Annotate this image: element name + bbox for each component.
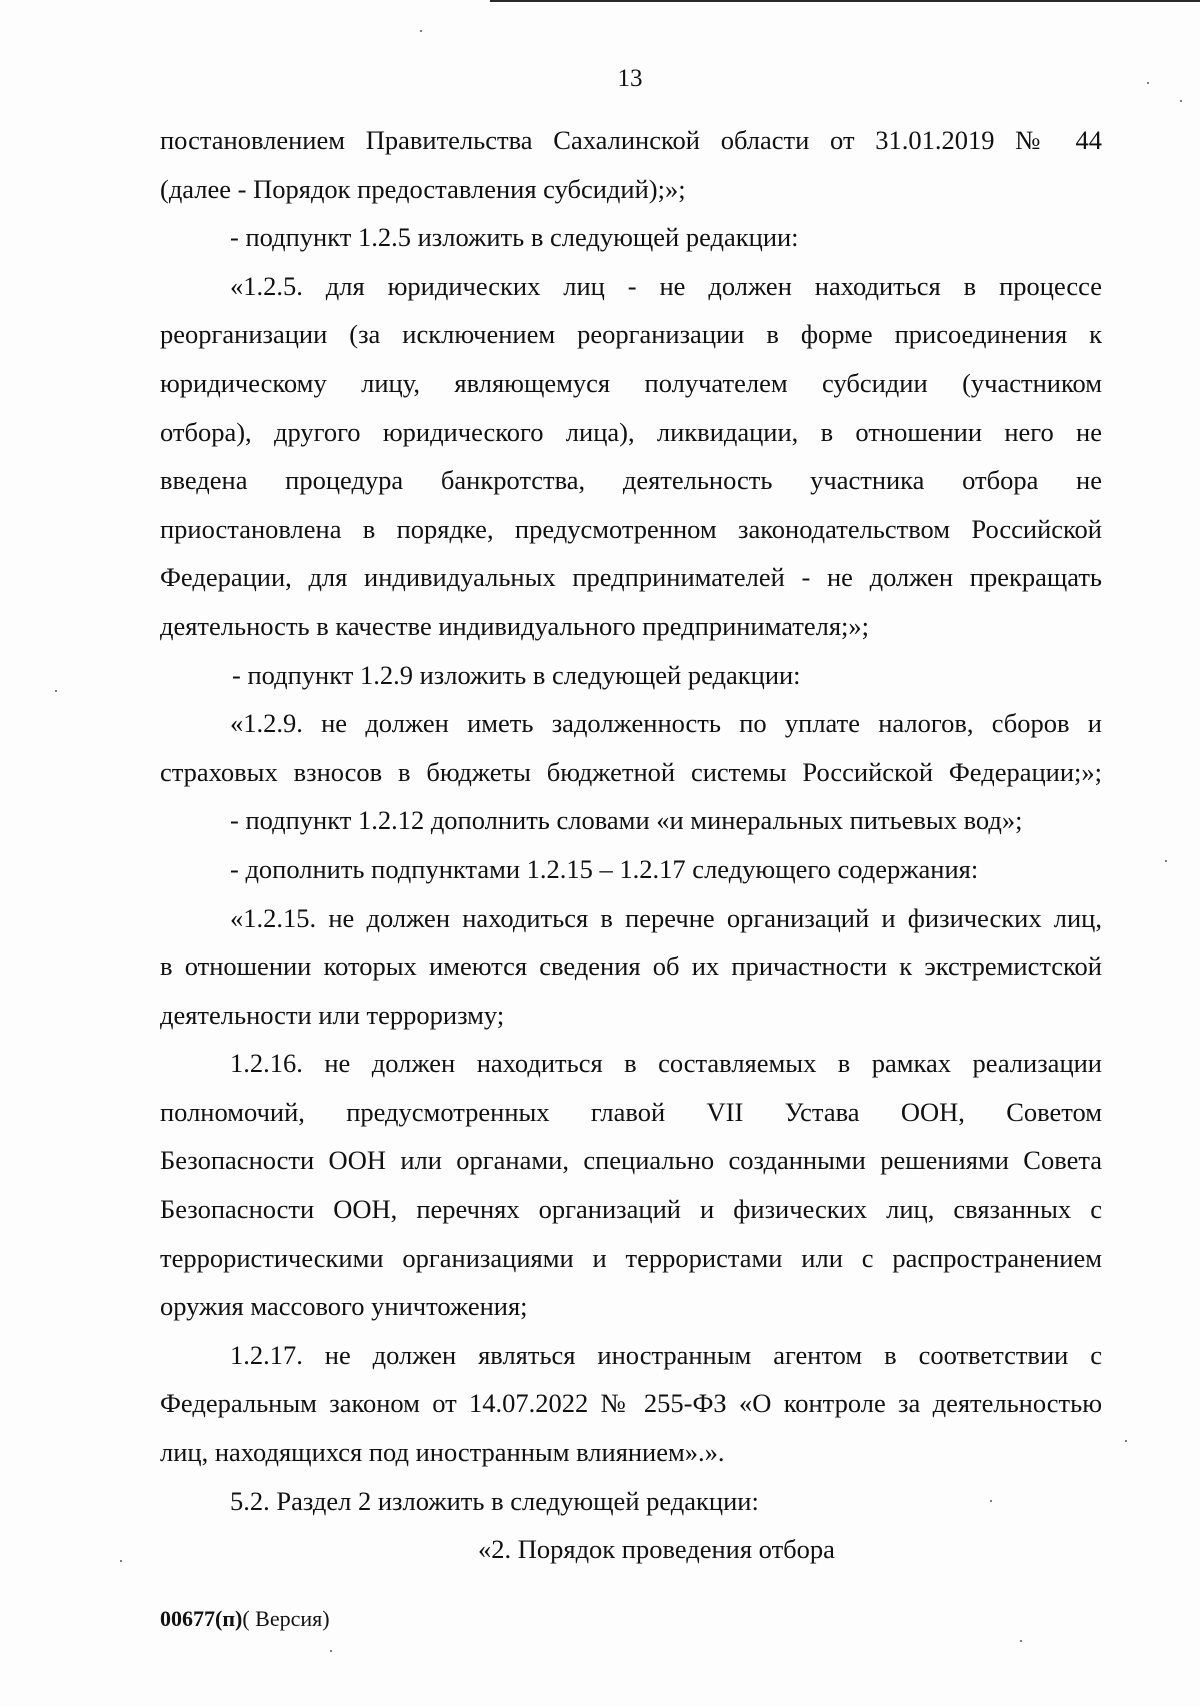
- text-line: деятельность в качестве индивидуального предпринимателя;»;: [160, 610, 870, 641]
- document-body: [160, 116, 1102, 1574]
- text-line: - подпункт 1.2.9 изложить в следующей редакции:: [232, 659, 801, 690]
- scan-edge-line: [490, 0, 1200, 2]
- text-line: юридическому лицу, являющемуся получателем субсидии (участником: [160, 367, 1102, 398]
- text-line: «1.2.15. не должен находиться в перечне организаций и физических лиц,: [230, 902, 1102, 933]
- text-line: Безопасности ООН, перечнях организаций и физических лиц, связанных с: [160, 1194, 1102, 1225]
- text-line: Безопасности ООН или органами, специально созданными решениями Совета: [160, 1145, 1102, 1176]
- scan-speck: [1020, 1640, 1022, 1642]
- text-line: реорганизации (за исключением реорганизации в форме присоединения к: [160, 319, 1102, 350]
- text-line: введена процедура банкротства, деятельность участника отбора не: [160, 465, 1102, 496]
- scan-speck: [990, 1500, 992, 1502]
- text-line: Федерации, для индивидуальных предпринимателей - не должен прекращать: [160, 562, 1102, 593]
- text-line: 1.2.17. не должен являться иностранным агентом в соответствии с: [230, 1339, 1102, 1370]
- scan-speck: [330, 1650, 332, 1652]
- text-line: в отношении которых имеются сведения об их причастности к экстремистской: [160, 951, 1102, 982]
- scan-speck: [1125, 1440, 1127, 1442]
- scan-speck: [420, 30, 422, 32]
- text-line: террористическими организациями и террористами или с распространением: [160, 1242, 1102, 1273]
- scan-speck: [1147, 82, 1149, 84]
- page-number: 13: [617, 65, 643, 92]
- text-line: приостановлена в порядке, предусмотренном законодательством Российской: [160, 513, 1102, 544]
- section-heading: «2. Порядок проведения отбора: [478, 1534, 835, 1565]
- text-line: деятельности или терроризму;: [160, 999, 505, 1030]
- scan-speck: [55, 690, 57, 692]
- text-line: 1.2.16. не должен находиться в составляемых в рамках реализации: [230, 1048, 1102, 1079]
- document-footer: [160, 1605, 330, 1633]
- scan-speck: [120, 1560, 122, 1562]
- text-line: - дополнить подпунктами 1.2.15 – 1.2.17 следующего содержания:: [230, 853, 979, 884]
- document-code: 00677(п): [160, 1606, 243, 1631]
- text-line: «1.2.9. не должен иметь задолженность по уплате налогов, сборов и: [230, 708, 1102, 739]
- text-line: лиц, находящихся под иностранным влиянием».».: [160, 1437, 725, 1468]
- text-line: - подпункт 1.2.5 изложить в следующей редакции:: [230, 222, 799, 253]
- text-line: - подпункт 1.2.12 дополнить словами «и минеральных питьевых вод»;: [230, 805, 1023, 836]
- text-line: оружия массового уничтожения;: [160, 1291, 528, 1322]
- scan-speck: [1180, 100, 1182, 102]
- text-line: отбора), другого юридического лица), ликвидации, в отношении него не: [160, 416, 1102, 447]
- text-line: постановлением Правительства Сахалинской области от 31.01.2019 № 44: [160, 125, 1102, 155]
- text-line: страховых взносов в бюджеты бюджетной системы Российской Федерации;»;: [160, 756, 1102, 787]
- text-line: «1.2.5. для юридических лиц - не должен находиться в процессе: [230, 270, 1102, 301]
- text-line: 5.2. Раздел 2 изложить в следующей редакции:: [230, 1485, 759, 1516]
- text-line: Федеральным законом от 14.07.2022 № 255-ФЗ «О контроле за деятельностью: [160, 1388, 1102, 1419]
- scan-speck: [1165, 860, 1167, 862]
- document-version: ( Версия): [242, 1606, 330, 1631]
- text-line: полномочий, предусмотренных главой VII Устава ООН, Советом: [160, 1096, 1102, 1127]
- text-line: (далее - Порядок предоставления субсидий);»;: [160, 173, 686, 204]
